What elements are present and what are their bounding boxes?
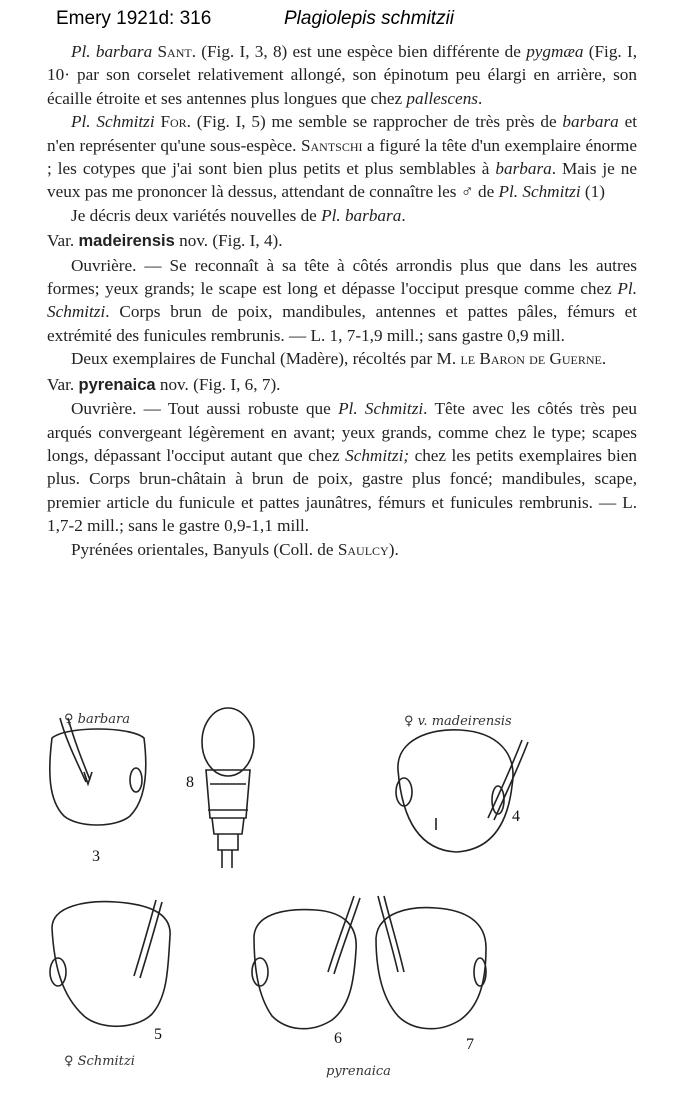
- handwritten-note-madeirensis: ♀ v. madeirensis: [404, 714, 512, 729]
- taxon-name: Pl. Schmitzi: [498, 182, 581, 202]
- taxon-name: Pl. barbara: [321, 205, 402, 225]
- text-run: nov. (Fig. I, 4).: [174, 231, 283, 251]
- figure-label-8: 8: [186, 774, 194, 791]
- paragraph-madeirensis-locality: [47, 347, 637, 370]
- head-drawing-fig7: [376, 896, 486, 1029]
- taxon-name: pygmæa: [526, 42, 584, 61]
- variety-name: madeirensis: [78, 232, 175, 251]
- footnote-ref: (1): [580, 182, 605, 202]
- handwritten-note-schmitzi: ♀ Schmitzi: [64, 1054, 135, 1069]
- text-run: Var.: [47, 374, 79, 394]
- text-run: et n'en représenter qu'une sous-espèce.: [47, 112, 637, 155]
- text-run: .: [401, 205, 406, 225]
- article-body: [47, 40, 637, 561]
- figure-label-3: 3: [92, 848, 100, 865]
- text-run: .: [477, 88, 483, 108]
- text-run: .: [601, 349, 607, 369]
- text-run: Deux exemplaires de Funchal (Madère), récoltés par M.: [71, 349, 461, 369]
- collector-name: le Baron de Guerne: [460, 349, 602, 369]
- text-run: . Mais je ne veux pas me prononcer là dessus, attendant de connaître les ♂ de: [47, 159, 637, 202]
- text-run: a figuré la tête d'un exemplaire énorme ; les cotypes que j'ai sont bien plus petits et plus semblables à: [47, 135, 637, 179]
- taxon-name: barbara: [562, 112, 619, 132]
- page-header: [56, 8, 656, 34]
- figure-label-7: 7: [466, 1036, 474, 1053]
- head-drawing-fig4: [396, 730, 528, 852]
- text-run: . Tête avec les côtés très peu arqués convergeant légèrement en avant; yeux grands, comme chez le type; scapes longs, dépassant l'occiput autant que chez: [47, 399, 637, 465]
- paragraph-madeirensis-description: [47, 254, 637, 348]
- taxon-title: Plagiolepis schmitzii: [284, 8, 455, 29]
- text-run: Ouvrière. — Tout aussi robuste que: [71, 399, 339, 419]
- head-drawing-fig5: [50, 900, 170, 1026]
- handwritten-note-barbara: ♀ barbara: [64, 712, 130, 727]
- author-name: Santschi: [300, 135, 363, 155]
- variety-heading-madeirensis: [47, 229, 637, 253]
- text-run: Ouvrière. — Se reconnaît à sa tête à côtés arrondis plus que dans les autres formes; yeux grands; le scape est long et dépasse l'occiput presque comme chez: [47, 255, 637, 299]
- figure-label-6: 6: [334, 1030, 342, 1047]
- handwritten-note-pyrenaica: pyrenaica: [326, 1064, 391, 1079]
- text-run: chez les petits exemplaires bien plus. Corps brun-châtain à brun de poix, gastre plus foncé; mandibules, scape, premier article du funicule et pattes jaunâtres, fémurs et funicules rembrunis. — L. 1,7-2 mill.; sans le gastre 0,9-1,1 mill.: [47, 445, 637, 536]
- paragraph-intro-varieties: [47, 204, 637, 227]
- text-run: Pyrénées orientales, Banyuls (Coll. de: [71, 539, 338, 559]
- text-run: (Fig. I, 10· par son corselet relativement allongé, son épinotum peu élargi en arrière, son écaille étroite et ses antennes plus longues que chez: [47, 42, 637, 108]
- taxon-name: Pl. Schmitzi: [338, 399, 424, 419]
- paragraph-schmitzi: [47, 110, 637, 204]
- figure-plate: [0, 700, 675, 1098]
- head-drawing-fig3: [50, 718, 146, 825]
- variety-heading-pyrenaica: [47, 373, 637, 397]
- citation-reference: Emery 1921d: 316: [56, 8, 212, 29]
- taxon-name: Pl. Schmitzi: [47, 279, 637, 322]
- text-run: Var.: [47, 231, 79, 251]
- text-run: (Fig. I, 5) me semble se rapprocher de très près de: [190, 112, 563, 132]
- paragraph-barbara: [47, 40, 637, 110]
- body-drawing-fig8: [202, 708, 254, 868]
- text-run: . Corps brun de poix, mandibules, antennes et pattes pâles, fémurs et extrémité des funicules rembrunis. — L. 1, 7-1,9 mill.; sans gastre 0,9 mill.: [47, 302, 637, 345]
- figure-label-5: 5: [154, 1026, 162, 1043]
- paragraph-pyrenaica-locality: [47, 538, 637, 561]
- text-run: Je décris deux variétés nouvelles de: [71, 205, 322, 225]
- figure-label-4: 4: [512, 808, 520, 825]
- taxon-name: barbara: [495, 159, 552, 179]
- taxon-name: Schmitzi;: [345, 445, 410, 465]
- variety-name: pyrenaica: [78, 375, 156, 394]
- text-run: nov. (Fig. I, 6, 7).: [155, 374, 281, 394]
- text-run: (Fig. I, 3, 8) est une espèce bien différente de: [196, 42, 527, 61]
- author-name: Sant.: [152, 42, 196, 61]
- text-run: ).: [388, 539, 399, 559]
- head-drawing-fig6: [252, 896, 360, 1029]
- taxon-name: pallescens: [406, 88, 478, 108]
- collector-name: Saulcy: [337, 539, 389, 559]
- taxon-name: Pl. Schmitzi: [71, 112, 155, 132]
- taxon-name: Pl. barbara: [71, 42, 153, 61]
- paragraph-pyrenaica-description: [47, 397, 637, 537]
- author-name: For.: [154, 112, 191, 132]
